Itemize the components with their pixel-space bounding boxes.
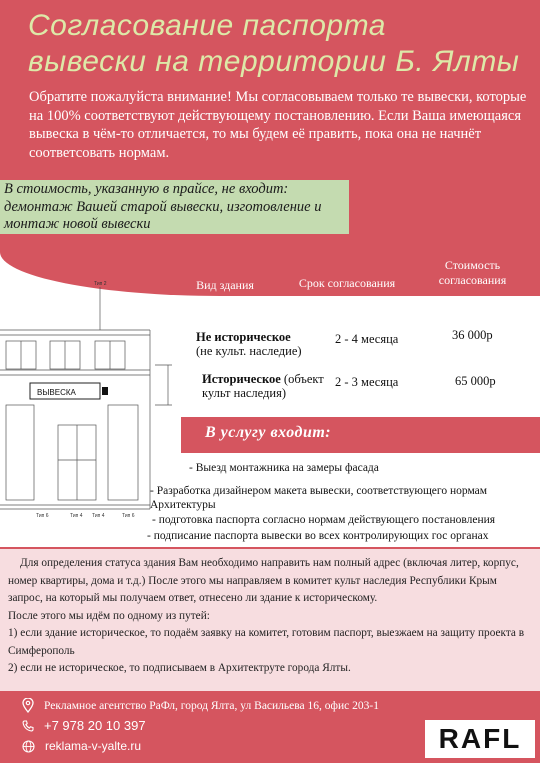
intro-text: Обратите пожалуйста внимание! Мы согласовываем только те вывески, которые на 100% соответствуют действующему постановлению. Если Ваша имеющаяся вывеска в чём-то отличается, то мы будем её править, пока она не начнёт соответсовать нормам. <box>29 89 527 161</box>
address-text: Рекламное агентство РаФл, город Ялта, ул Васильева 16, офис 203-1 <box>44 699 379 712</box>
service-item: - подготовка паспорта согласно нормам действующего постановления <box>152 514 496 526</box>
tag-1: Тип 6 <box>36 513 49 519</box>
phone-number: +7 978 20 10 397 <box>44 718 146 733</box>
row1-cost: 36 000р <box>452 328 493 342</box>
row2-name: Историческое <box>202 372 281 386</box>
services-title: В услугу входит: <box>205 424 332 441</box>
tag-top: Тип 2 <box>94 281 107 287</box>
row2-building-type <box>202 372 332 400</box>
footer-address <box>22 698 379 713</box>
price-exclusion-note: В стоимость, указанную в прайсе, не входит: демонтаж Вашей старой вывески, изготовление и монтаж новой вывески <box>0 180 349 234</box>
process-paragraph-3: 1) если здание историческое, то подаём заявку на комитет, готовим паспорт, выезжаем на защиту проекта в Симферополь <box>8 627 525 657</box>
row1-note: (не культ. наследие) <box>196 344 302 358</box>
title-line-1: Согласование паспорта <box>28 9 386 42</box>
col-header-term: Срок согласования <box>298 276 396 290</box>
company-logo <box>425 720 535 758</box>
tag-2: Тип 4 <box>70 513 83 519</box>
row1-term: 2 - 4 месяца <box>335 332 399 346</box>
phone-icon <box>22 720 34 732</box>
row2-term: 2 - 3 месяца <box>335 375 399 389</box>
row2-cost: 65 000р <box>455 374 496 388</box>
service-item: - Выезд монтажника на замеры фасада <box>189 462 379 474</box>
process-paragraph-1: Для определения статуса здания Вам необходимо направить нам полный адрес (включая литер, корпус, номер квартиры, дома и т.д.) После этого мы направляем в комитет культ наследия Республики Крым запрос, на который мы получаем ответ, отнесено ли здание к историческому. <box>8 557 519 604</box>
page-title <box>28 8 533 80</box>
process-paragraph-4: 2) если не историческое, то подписываем в Архитектруте города Ялты. <box>8 662 351 674</box>
tag-3: Тип 4 <box>92 513 105 519</box>
footer-website[interactable] <box>22 739 141 753</box>
tag-4: Тип 6 <box>122 513 135 519</box>
sign-label: ВЫВЕСКА <box>37 388 76 397</box>
title-line-2: вывески на территории Б. Ялты <box>28 45 520 78</box>
location-pin-icon <box>22 698 34 713</box>
row1-name: Не историческое <box>196 330 291 344</box>
facade-drawing <box>0 275 175 525</box>
website-link: reklama-v-yalte.ru <box>45 739 142 753</box>
col-header-type: Вид здания <box>196 278 254 292</box>
row1-building-type <box>196 330 316 358</box>
service-item: - Разработка дизайнером макета вывески, соответствующего нормам Архитектуры <box>150 485 488 511</box>
footer-phone[interactable] <box>22 718 146 733</box>
process-paragraph-2: После этого мы идём по одному из путей: <box>8 609 210 622</box>
globe-icon <box>22 740 35 753</box>
logo-text: RAFL <box>438 723 522 754</box>
service-item: - подписание паспорта вывески во всех контролирующих гос органах <box>147 530 489 542</box>
row2-note: (объект культ наследия) <box>202 372 324 400</box>
process-info <box>0 549 540 691</box>
col-header-cost: Стоимость согласования <box>438 258 507 287</box>
sign-mount <box>102 387 108 395</box>
